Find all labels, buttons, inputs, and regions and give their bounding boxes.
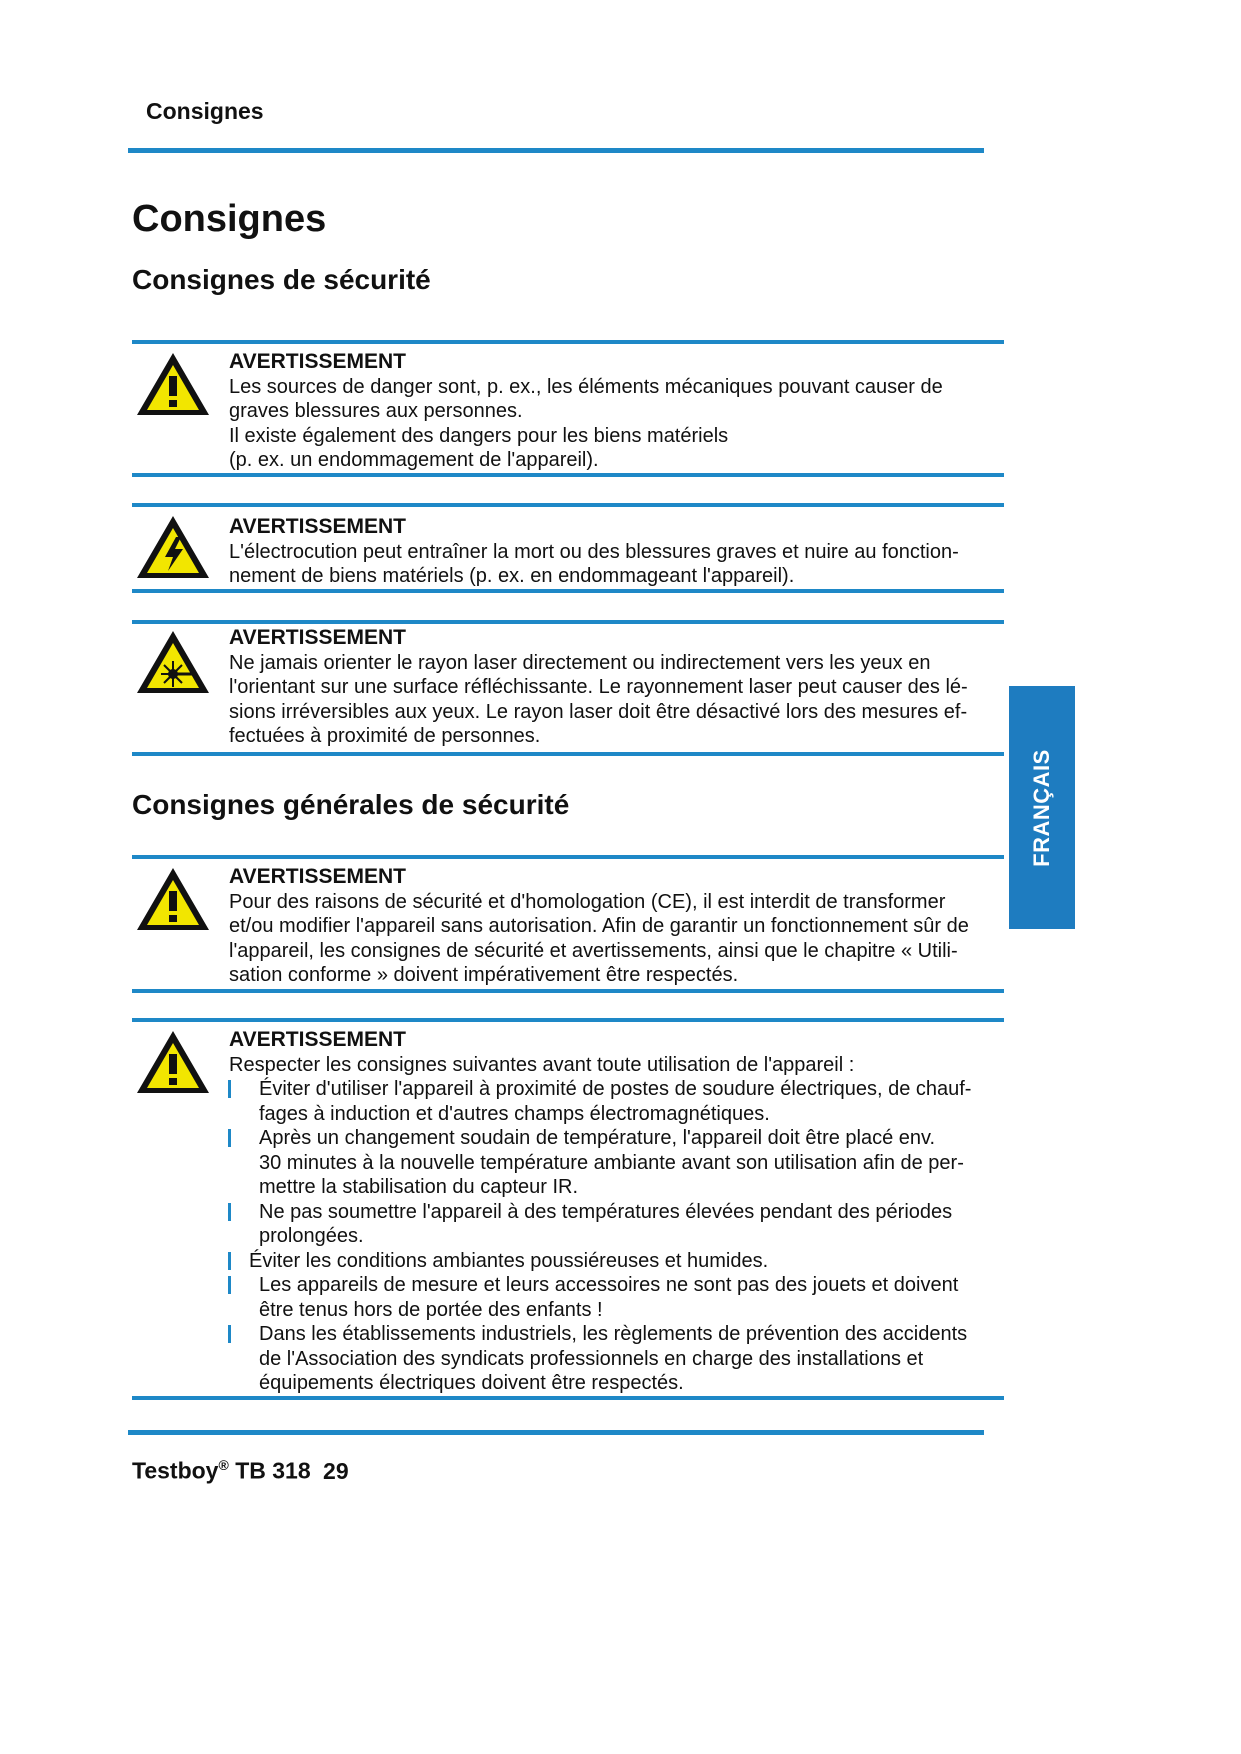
warning-text	[229, 1028, 1019, 1396]
warning-rule-top	[132, 855, 1004, 859]
warning-text	[229, 350, 989, 473]
bullet-line: Ne pas soumettre l'appareil à des températures élevées pendant des périodes	[259, 1200, 953, 1223]
warning-rule-top	[132, 620, 1004, 624]
warning-line: sions irréversibles aux yeux. Le rayon laser doit être désactivé lors des mesures ef-	[229, 700, 968, 723]
bullet-line: 30 minutes à la nouvelle température ambiante avant son utilisation afin de per-	[259, 1151, 964, 1174]
warning-text	[229, 626, 989, 749]
warning-box	[132, 1018, 1004, 1404]
warning-rule-bottom	[132, 1396, 1004, 1400]
warning-text	[229, 865, 989, 988]
warning-line: nement de biens matériels (p. ex. en endommageant l'appareil).	[229, 565, 795, 587]
list-item	[229, 1200, 1019, 1249]
footer-model: TB 318	[235, 1457, 311, 1484]
warning-rule-bottom	[132, 989, 1004, 993]
bullet-line: Après un changement soudain de température, l'appareil doit être placé env.	[259, 1127, 936, 1149]
warning-title: AVERTISSEMENT	[229, 626, 406, 649]
warning-rule-bottom	[132, 752, 1004, 756]
exclamation-warning-icon	[135, 865, 211, 933]
header-rule	[128, 148, 984, 153]
warning-box	[132, 503, 1004, 595]
warning-intro: Respecter les consignes suivantes avant toute utilisation de l'appareil :	[229, 1053, 855, 1076]
section-title-general-safety: Consignes générales de sécurité	[132, 789, 570, 820]
language-tab-label: FRANÇAIS	[1029, 748, 1054, 867]
warning-rule-top	[132, 1018, 1004, 1022]
page-number: 29	[323, 1457, 349, 1484]
warning-title: AVERTISSEMENT	[229, 515, 406, 538]
page-title: Consignes	[132, 198, 327, 240]
warning-title: AVERTISSEMENT	[229, 350, 406, 373]
warning-line: Pour des raisons de sécurité et d'homologation (CE), il est interdit de transformer	[229, 890, 946, 913]
warning-line: fectuées à proximité de personnes.	[229, 725, 541, 747]
bullet-marker	[228, 1252, 231, 1270]
warning-rule-top	[132, 340, 1004, 344]
warning-box	[132, 340, 1004, 480]
laser-warning-icon	[135, 628, 211, 696]
footer	[132, 1457, 349, 1485]
bullet-line: mettre la stabilisation du capteur IR.	[259, 1176, 579, 1198]
bullet-marker	[228, 1080, 231, 1098]
bullet-marker	[228, 1129, 231, 1147]
footer-rule	[128, 1430, 984, 1435]
warning-line: Il existe également des dangers pour les biens matériels	[229, 424, 729, 447]
bullet-line: de l'Association des syndicats professionnels en charge des installations et	[259, 1347, 924, 1370]
list-item	[229, 1126, 1019, 1200]
bullet-line: être tenus hors de portée des enfants !	[259, 1298, 603, 1321]
list-item	[229, 1273, 1019, 1322]
section-title-safety: Consignes de sécurité	[132, 264, 431, 295]
bullet-line: équipements électriques doivent être respectés.	[259, 1372, 684, 1394]
bullet-line: Éviter d'utiliser l'appareil à proximité de postes de soudure électriques, de chauf-	[259, 1078, 972, 1100]
warning-rule-top	[132, 503, 1004, 507]
bullet-line: Éviter les conditions ambiantes poussiéreuses et humides.	[249, 1249, 769, 1272]
warning-rule-bottom	[132, 589, 1004, 593]
registered-mark: ®	[218, 1457, 229, 1473]
language-tab[interactable]	[1009, 686, 1075, 929]
footer-brand: Testboy	[132, 1457, 219, 1484]
warning-line: graves blessures aux personnes.	[229, 400, 523, 422]
running-header: Consignes	[146, 98, 264, 124]
list-item	[229, 1249, 1019, 1274]
bullet-marker	[228, 1203, 231, 1221]
warning-line: Les sources de danger sont, p. ex., les éléments mécaniques pouvant causer de	[229, 375, 943, 398]
bullet-marker	[228, 1276, 231, 1294]
list-item	[229, 1077, 1019, 1126]
bullet-line: Dans les établissements industriels, les règlements de prévention des accidents	[259, 1323, 968, 1345]
warning-line: et/ou modifier l'appareil sans autorisation. Afin de garantir un fonctionnement sûr de	[229, 915, 969, 937]
list-item	[229, 1322, 1019, 1396]
warning-line: Ne jamais orienter le rayon laser directement ou indirectement vers les yeux en	[229, 651, 931, 674]
warning-line: l'appareil, les consignes de sécurité et avertissements, ainsi que le chapitre « Utili-	[229, 939, 958, 962]
warning-box	[132, 855, 1004, 995]
warning-line: L'électrocution peut entraîner la mort ou des blessures graves et nuire au fonction-	[229, 540, 959, 563]
bullet-line: prolongées.	[259, 1225, 364, 1247]
bullet-marker	[228, 1325, 231, 1343]
warning-line: sation conforme » doivent impérativement être respectés.	[229, 964, 739, 986]
bullet-line: fages à induction et d'autres champs électromagnétiques.	[259, 1102, 770, 1125]
warning-title: AVERTISSEMENT	[229, 1028, 406, 1051]
warning-line: (p. ex. un endommagement de l'appareil).	[229, 449, 599, 471]
warning-box	[132, 620, 1004, 758]
warning-title: AVERTISSEMENT	[229, 865, 406, 888]
bullet-line: Les appareils de mesure et leurs accessoires ne sont pas des jouets et doivent	[259, 1274, 959, 1296]
warning-rule-bottom	[132, 473, 1004, 477]
warning-text	[229, 515, 989, 589]
electric-shock-warning-icon	[135, 513, 211, 581]
exclamation-warning-icon	[135, 1028, 211, 1096]
exclamation-warning-icon	[135, 350, 211, 418]
warning-line: l'orientant sur une surface réfléchissante. Le rayonnement laser peut causer des lé-	[229, 676, 968, 698]
